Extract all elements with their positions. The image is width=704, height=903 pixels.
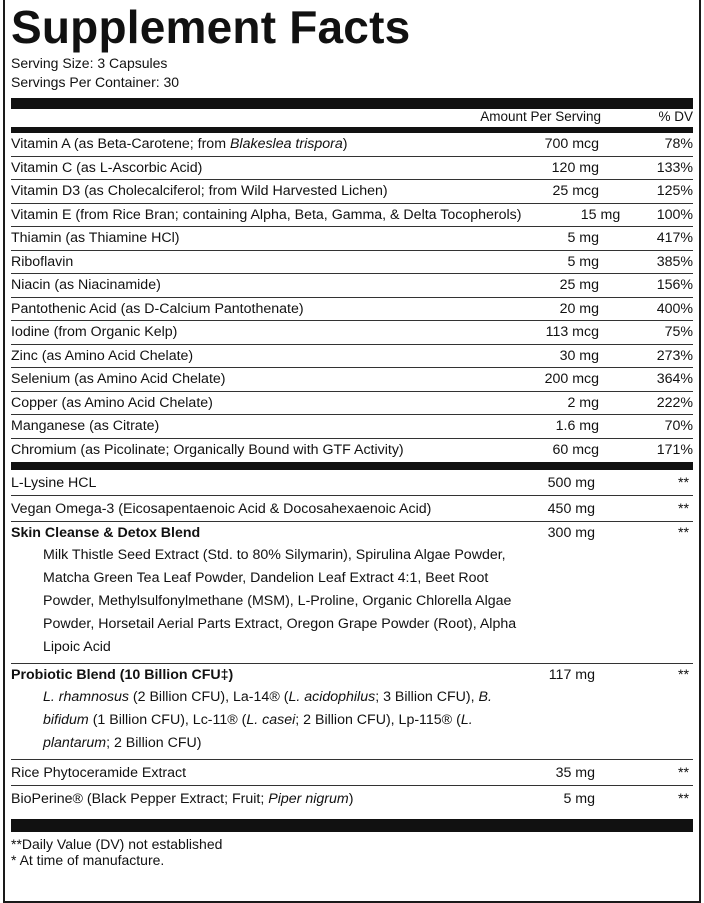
nutrient-amount: 450 mg [547, 500, 595, 517]
nutrient-amount: 60 mcg [552, 442, 599, 459]
nutrient-name: BioPerine® (Black Pepper Extract; Fruit; Piper nigrum) [11, 791, 354, 807]
nutrient-name: Vitamin E (from Rice Bran; containing Alpha, Beta, Gamma, & Delta Tocopherols) [11, 206, 522, 223]
nutrient-name: Selenium (as Amino Acid Chelate) [11, 371, 226, 388]
divider-thick [11, 98, 693, 109]
blend-dv: ** [677, 525, 689, 541]
panel-title: Supplement Facts [11, 1, 411, 53]
nutrient-row [11, 227, 693, 251]
nutrient-dv: 400% [656, 300, 693, 317]
nutrient-row [11, 204, 693, 228]
nutrient-row [11, 157, 693, 181]
nutrient-dv: ** [677, 791, 689, 807]
header-dv: % DV [658, 109, 693, 124]
nutrient-dv: 156% [656, 277, 693, 294]
nutrient-amount: 25 mcg [552, 183, 599, 200]
nutrient-dv: 133% [656, 159, 693, 176]
serving-size: Serving Size: 3 Capsules [11, 55, 168, 71]
nutrient-amount: 120 mg [551, 159, 599, 176]
nutrient-row [11, 133, 693, 157]
nutrient-amount: 20 mg [559, 300, 599, 317]
nutrient-row [11, 180, 693, 204]
nutrient-name: Zinc (as Amino Acid Chelate) [11, 347, 194, 364]
divider-section [11, 462, 693, 470]
nutrient-name: Copper (as Amino Acid Chelate) [11, 394, 213, 411]
nutrient-name: Vegan Omega-3 (Eicosapentaenoic Acid & Docosahexaenoic Acid) [11, 500, 432, 517]
nutrient-dv: ** [677, 764, 689, 781]
nutrient-amount: 500 mg [547, 474, 595, 491]
nutrient-row [11, 368, 693, 392]
nutrient-dv: 100% [656, 206, 693, 223]
nutrient-row [11, 392, 693, 416]
blend-name: Probiotic Blend (10 Billion CFU‡) [11, 667, 234, 683]
blend-probiotic [11, 664, 693, 760]
nutrient-row-phyto [11, 760, 693, 786]
nutrient-amount: 1.6 mg [555, 418, 599, 435]
divider-bottom [11, 819, 693, 832]
nutrient-amount: 200 mcg [544, 371, 599, 388]
nutrient-amount: 25 mg [559, 277, 599, 294]
nutrient-dv: 75% [664, 324, 693, 341]
nutrient-name: Niacin (as Niacinamide) [11, 277, 161, 294]
nutrient-dv: 417% [656, 230, 693, 247]
nutrient-amount: 5 mg [567, 253, 599, 270]
footnotes [11, 832, 693, 868]
nutrient-name: Rice Phytoceramide Extract [11, 764, 187, 781]
nutrient-dv: 70% [664, 418, 693, 435]
nutrient-dv: 78% [664, 136, 693, 153]
nutrient-dv: 273% [656, 347, 693, 364]
blend-amount: 300 mg [547, 525, 595, 541]
column-header [11, 109, 693, 133]
nutrient-name: Iodine (from Organic Kelp) [11, 324, 178, 341]
nutrient-dv: ** [677, 474, 689, 491]
vitamin-list [11, 133, 693, 462]
nutrient-row-lysine [11, 470, 693, 496]
nutrient-dv: 364% [656, 371, 693, 388]
nutrient-amount: 700 mcg [544, 136, 599, 153]
nutrient-amount: 35 mg [555, 764, 595, 781]
nutrient-row [11, 251, 693, 275]
nutrient-row [11, 345, 693, 369]
nutrient-dv: 125% [656, 183, 693, 200]
blend-ingredients: Milk Thistle Seed Extract (Std. to 80% Silymarin), Spirulina Algae Powder, Matcha Green Tea Leaf Powder, Dandelion Leaf Extract 4:1, Beet Root Powder, Methylsulfonylmethane (MSM), L-Proline, Organic Chlorella Algae Powder, Horsetail Aerial Parts Extract, Oregon Grape Powder (Root), Alpha Lipoic Acid [43, 547, 517, 655]
nutrient-dv: ** [677, 500, 689, 517]
nutrient-name: Vitamin D3 (as Cholecalciferol; from Wild Harvested Lichen) [11, 183, 388, 200]
blend-name: Skin Cleanse & Detox Blend [11, 525, 201, 541]
nutrient-name: Vitamin C (as L-Ascorbic Acid) [11, 159, 203, 176]
nutrient-amount: 15 mg [580, 206, 621, 223]
nutrient-amount: 30 mg [559, 347, 599, 364]
nutrient-dv: 385% [656, 253, 693, 270]
blend-detox [11, 522, 693, 664]
nutrient-amount: 2 mg [567, 394, 599, 411]
nutrient-name: L-Lysine HCL [11, 474, 97, 491]
nutrient-amount: 5 mg [563, 791, 595, 807]
nutrient-dv: 222% [656, 394, 693, 411]
nutrient-row [11, 274, 693, 298]
header-amount: Amount Per Serving [480, 109, 601, 124]
nutrient-name: Thiamin (as Thiamine HCl) [11, 230, 180, 247]
nutrient-dv: 171% [656, 442, 693, 459]
nutrient-name: Pantothenic Acid (as D-Calcium Pantothenate) [11, 300, 304, 317]
nutrient-amount: 113 mcg [545, 324, 599, 341]
nutrient-name: Chromium (as Picolinate; Organically Bound with GTF Activity) [11, 442, 404, 459]
nutrient-row-bioperine [11, 786, 693, 812]
footnote-dv: **Daily Value (DV) not established [11, 836, 223, 852]
supplement-facts-panel [3, 0, 701, 903]
blend-dv: ** [677, 667, 689, 683]
servings-per-container: Servings Per Container: 30 [11, 74, 180, 90]
nutrient-row [11, 298, 693, 322]
nutrient-name: Riboflavin [11, 253, 74, 270]
footnote-manufacture: * At time of manufacture. [11, 852, 165, 868]
nutrient-row-omega [11, 496, 693, 522]
nutrient-row [11, 415, 693, 439]
nutrient-row [11, 321, 693, 345]
nutrient-name: Manganese (as Citrate) [11, 418, 160, 435]
nutrient-amount: 5 mg [567, 230, 599, 247]
nutrient-row [11, 439, 693, 463]
blend-ingredients: L. rhamnosus (2 Billion CFU), La-14® (L. acidophilus; 3 Billion CFU), B. bifidum (1 Billion CFU), Lc-11® (L. casei; 2 Billion CFU), Lp-115® (L. plantarum; 2 Billion CFU) [43, 689, 492, 751]
nutrient-name: Vitamin A (as Beta-Carotene; from Blakeslea trispora) [11, 136, 348, 153]
blend-amount: 117 mg [548, 667, 595, 683]
